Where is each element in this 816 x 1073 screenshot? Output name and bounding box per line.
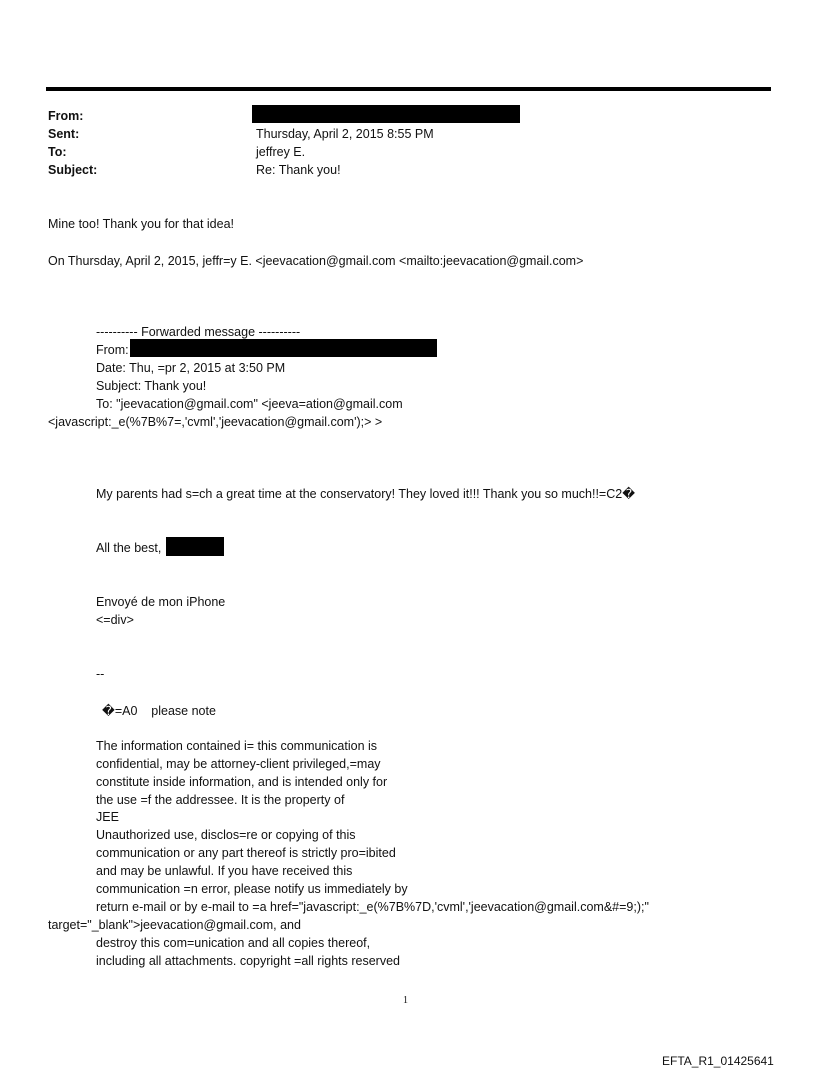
redaction-signoff-name [166, 537, 224, 556]
subject-value: Re: Thank you! [256, 163, 341, 177]
disclaimer-line: communication =n error, please notify us immediately by [96, 882, 408, 896]
fwd-to-line-1: To: "jeevacation@gmail.com" <jeeva=ation@gmail.com [96, 397, 403, 411]
forwarded-header: ---------- Forwarded message ---------- [96, 325, 301, 339]
disclaimer-line: Unauthorized use, disclos=re or copying of this [96, 828, 356, 842]
disclaimer-line: return e-mail or by e-mail to =a href="javascript:_e(%7B%7D,'cvml','jeevacation@gmail.com&#=9;);" [96, 900, 649, 914]
fwd-to-line-2: <javascript:_e(%7B%7=,'cvml','jeevacation@gmail.com');> > [48, 415, 383, 429]
fwd-from-label: From: [96, 343, 129, 357]
reply-text: Mine too! Thank you for that idea! [48, 217, 234, 231]
disclaimer-line: confidential, may be attorney-client privileged,=may [96, 757, 381, 771]
disclaimer-line: JEE [96, 810, 119, 824]
message-text: My parents had s=ch a great time at the conservatory! They loved it!!! Thank you so much!!=C2� [96, 487, 636, 501]
disclaimer-wrap-line: target="_blank">jeevacation@gmail.com, and [48, 918, 301, 932]
disclaimer-line: and may be unlawful. If you have received this [96, 864, 353, 878]
sent-value: Thursday, April 2, 2015 8:55 PM [256, 127, 434, 141]
page-number: 1 [403, 995, 408, 1006]
fwd-subject: Subject: Thank you! [96, 379, 207, 393]
disclaimer-line: The information contained i= this communication is [96, 739, 378, 753]
redaction-fwd-from [130, 339, 437, 357]
disclaimer-line: constitute inside information, and is intended only for [96, 775, 388, 789]
redaction-from [252, 105, 520, 123]
subject-label: Subject: [48, 163, 98, 177]
signoff-text: All the best, [96, 541, 162, 555]
to-value: jeffrey E. [256, 145, 306, 159]
fwd-date: Date: Thu, =pr 2, 2015 at 3:50 PM [96, 361, 286, 375]
header-rule [46, 87, 771, 91]
disclaimer-line: communication or any part thereof is strictly pro=ibited [96, 846, 396, 860]
please-note: �=A0 please note [102, 704, 216, 718]
from-label: From: [48, 109, 84, 123]
signature-separator: -- [96, 667, 105, 681]
div-tag: <=div> [96, 613, 134, 627]
quote-intro: On Thursday, April 2, 2015, jeffr=y E. <jeevacation@gmail.com <mailto:jeevacation@gmail.com> [48, 254, 584, 268]
sent-from-iphone: Envoyé de mon iPhone [96, 595, 226, 609]
disclaimer-line: destroy this com=unication and all copies thereof, [96, 936, 371, 950]
bates-number: EFTA_R1_01425641 [662, 1054, 774, 1068]
to-label: To: [48, 145, 67, 159]
disclaimer-line: the use =f the addressee. It is the property of [96, 793, 345, 807]
disclaimer-line: including all attachments. copyright =all rights reserved [96, 954, 400, 968]
sent-label: Sent: [48, 127, 80, 141]
